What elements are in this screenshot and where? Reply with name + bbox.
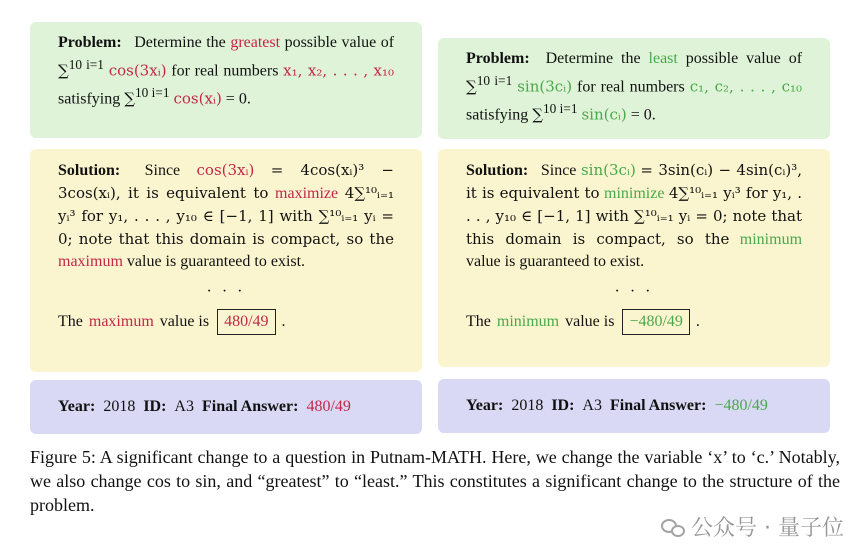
right-problem-func: sin(3cᵢ) [517, 77, 573, 96]
left-problem-func-2: cos(xᵢ) [173, 89, 222, 108]
right-problem-panel [438, 38, 830, 139]
right-id-label: ID: [551, 397, 575, 414]
left-id-label: ID: [143, 398, 167, 415]
left-year-value: 2018 [103, 398, 136, 415]
left-problem-text-1: Determine the [134, 34, 226, 51]
right-problem-text-5: = 0. [630, 106, 656, 124]
right-problem-sum-1: ∑ [466, 77, 477, 96]
left-solution-text-4: value is guaranteed to exist. [126, 253, 306, 270]
right-solution-text-4: value is guaranteed to exist. [466, 253, 645, 270]
left-problem-text-4: satisfying [58, 90, 121, 108]
right-solution-text-1: Since [540, 162, 577, 179]
left-problem-sum-1-limits: 10 i=1 [68, 57, 104, 72]
left-problem-label: Problem: [58, 34, 122, 51]
right-year-value: 2018 [511, 397, 544, 414]
right-solution-label: Solution: [466, 162, 529, 179]
left-problem-sum-2: ∑ [124, 89, 135, 108]
right-problem-text-2: possible value of [685, 50, 803, 67]
left-final-prefix: The [58, 313, 83, 330]
left-solution-text-2: = 4cos(xᵢ)³ − 3cos(xᵢ), it is equivalent to [58, 161, 394, 202]
left-final-keyword: maximum [88, 313, 154, 330]
right-final-mid: value is [565, 313, 615, 330]
left-problem-text-5: = 0. [225, 90, 251, 108]
right-solution-func: sin(3cᵢ) [580, 161, 636, 179]
right-answer-value: −480/49 [714, 397, 768, 414]
right-problem-keyword: least [648, 50, 678, 67]
figure-caption: Figure 5: A significant change to a question in Putnam-MATH. Here, we change the variable ‘x’ to ‘c.’ Notably, we also change cos to sin, and “greatest” to “least.” This constitutes a significant change to the structure of the problem. [30, 447, 840, 515]
left-solution-text-1: Since [144, 162, 181, 179]
right-year-label: Year: [466, 397, 504, 414]
left-id-value: A3 [174, 398, 194, 415]
right-problem-vars: c₁, c₂, . . . , c₁₀ [689, 77, 803, 96]
right-solution-text-3: 4∑¹⁰ᵢ₌₁ yᵢ³ for y₁, . . . , y₁₀ ∈ [−1, 1] with ∑¹⁰ᵢ₌₁ yᵢ = 0; note that this domain is compact, so the [466, 184, 803, 248]
left-final-line [58, 309, 394, 335]
left-solution-keyword-2: maximum [58, 253, 123, 270]
left-solution-func: cos(3xᵢ) [196, 161, 255, 179]
right-problem-sum-2-limits: 10 i=1 [542, 101, 578, 117]
left-final-mid: value is [159, 313, 210, 330]
right-id-value: A3 [582, 397, 602, 414]
left-answer-label: Final Answer: [201, 398, 299, 415]
right-problem-sum-1-limits: 10 i=1 [476, 73, 513, 88]
wechat-icon [661, 517, 685, 537]
watermark-text: 公众号 · 量子位 [691, 516, 844, 541]
left-problem-text-3: for real numbers [171, 62, 279, 80]
left-solution-panel [30, 149, 422, 372]
left-solution-ellipsis: · · · [206, 283, 246, 300]
left-solution-keyword: maximize [275, 185, 339, 202]
left-final-answer-box: 480/49 [217, 309, 275, 335]
right-final-keyword: minimum [496, 313, 560, 330]
left-problem-panel [30, 22, 422, 138]
right-problem-text-4: satisfying [466, 106, 529, 124]
right-solution-panel [438, 149, 830, 367]
left-problem-func: cos(3xᵢ) [108, 61, 167, 80]
watermark [661, 511, 844, 542]
left-solution-text-3: 4∑¹⁰ᵢ₌₁ yᵢ³ for y₁, . . . , y₁₀ ∈ [−1, 1] with ∑¹⁰ᵢ₌₁ yᵢ = 0; note that this domain is compact, so the [58, 184, 395, 248]
right-solution-keyword: minimize [604, 185, 665, 202]
right-final-prefix: The [466, 313, 491, 330]
right-answer-label: Final Answer: [609, 397, 707, 414]
right-problem-text-3: for real numbers [577, 78, 685, 96]
right-problem-label: Problem: [466, 50, 530, 67]
left-problem-vars: x₁, x₂, . . . , x₁₀ [283, 61, 395, 80]
right-final-answer-box: −480/49 [622, 309, 689, 335]
wechat-bubble-small [671, 525, 685, 537]
left-final-suffix: . [281, 313, 286, 330]
right-problem-sum-2: ∑ [532, 105, 543, 124]
right-problem-text-1: Determine the [545, 50, 641, 67]
left-problem-sum-1: ∑ [58, 61, 69, 80]
right-solution-text-2: = 3sin(cᵢ) − 4sin(cᵢ)³, it is equivalent to [466, 161, 803, 202]
right-problem-func-2: sin(cᵢ) [581, 105, 627, 124]
left-problem-text-2: possible value of [284, 34, 395, 51]
left-problem-keyword: greatest [230, 34, 281, 51]
right-final-line [466, 309, 802, 335]
right-solution-ellipsis: · · · [614, 283, 654, 300]
left-answer-value: 480/49 [306, 398, 351, 415]
right-final-suffix: . [695, 313, 700, 330]
left-solution-label: Solution: [58, 162, 121, 179]
left-problem-sum-2-limits: 10 i=1 [134, 85, 170, 101]
right-meta-panel [438, 379, 830, 433]
left-meta-panel [30, 380, 422, 434]
right-solution-keyword-2: minimum [739, 231, 803, 248]
left-year-label: Year: [58, 398, 96, 415]
